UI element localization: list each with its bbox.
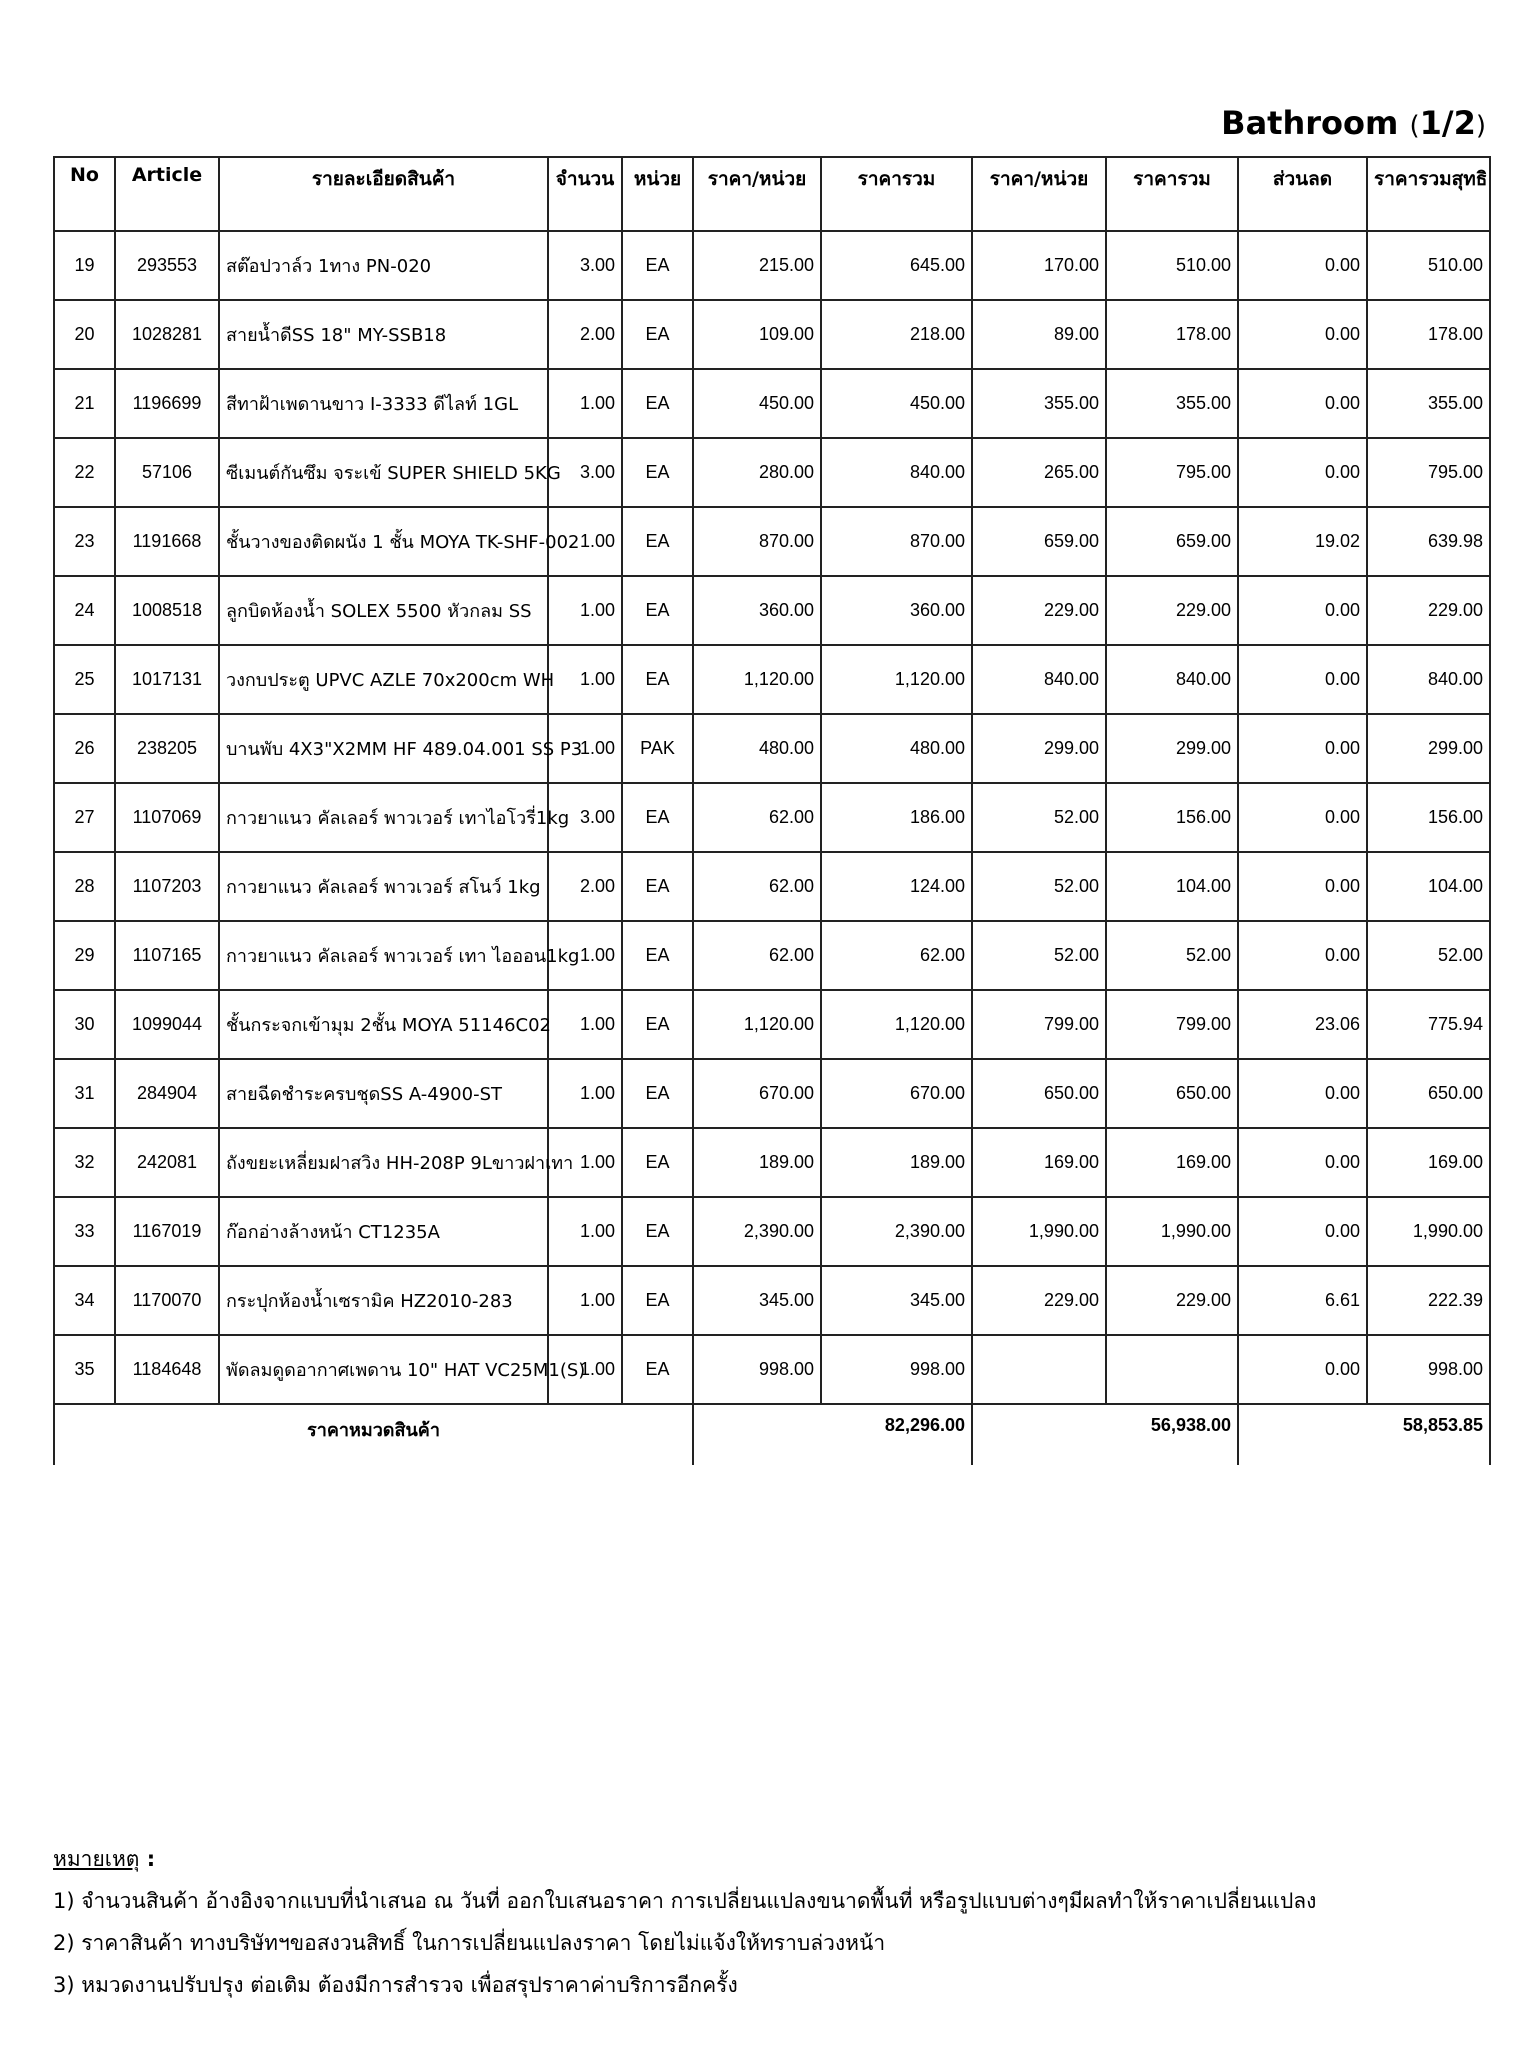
cell-quantity: 1.00 xyxy=(548,1059,622,1128)
cell-total-2: 156.00 xyxy=(1106,783,1238,852)
cell-net-total: 299.00 xyxy=(1367,714,1490,783)
header-no: No xyxy=(54,157,115,231)
cell-unit-price: 62.00 xyxy=(693,783,821,852)
cell-quantity: 1.00 xyxy=(548,1335,622,1404)
cell-unit: EA xyxy=(622,1266,693,1335)
cell-total-2 xyxy=(1106,1335,1238,1404)
cell-discount: 0.00 xyxy=(1238,714,1367,783)
cell-total-2: 840.00 xyxy=(1106,645,1238,714)
cell-unit-price-2: 52.00 xyxy=(972,921,1106,990)
cell-total: 124.00 xyxy=(821,852,972,921)
title-open-paren: ( xyxy=(1409,111,1420,141)
cell-no: 28 xyxy=(54,852,115,921)
cell-net-total: 222.39 xyxy=(1367,1266,1490,1335)
cell-description: กระปุกห้องน้ำเซรามิค HZ2010-283 xyxy=(219,1266,548,1335)
cell-article: 1107203 xyxy=(115,852,219,921)
cell-unit-price: 670.00 xyxy=(693,1059,821,1128)
cell-unit: EA xyxy=(622,921,693,990)
table-row xyxy=(54,1197,1490,1266)
cell-net-total: 104.00 xyxy=(1367,852,1490,921)
cell-unit: EA xyxy=(622,990,693,1059)
table-row xyxy=(54,714,1490,783)
title-close-paren: ) xyxy=(1475,111,1486,141)
cell-unit-price: 215.00 xyxy=(693,231,821,300)
cell-total: 1,120.00 xyxy=(821,645,972,714)
cell-unit-price-2: 659.00 xyxy=(972,507,1106,576)
cell-discount: 19.02 xyxy=(1238,507,1367,576)
header-net-total: ราคารวมสุทธิ xyxy=(1367,157,1490,231)
cell-total-2: 229.00 xyxy=(1106,576,1238,645)
cell-total: 62.00 xyxy=(821,921,972,990)
cell-article: 57106 xyxy=(115,438,219,507)
cell-discount: 0.00 xyxy=(1238,438,1367,507)
cell-quantity: 3.00 xyxy=(548,783,622,852)
cell-unit-price: 870.00 xyxy=(693,507,821,576)
table-row xyxy=(54,1266,1490,1335)
table-row xyxy=(54,921,1490,990)
table-row xyxy=(54,645,1490,714)
cell-discount: 0.00 xyxy=(1238,369,1367,438)
cell-total-2: 659.00 xyxy=(1106,507,1238,576)
total-label: ราคาหมวดสินค้า xyxy=(54,1404,693,1465)
cell-unit-price-2: 299.00 xyxy=(972,714,1106,783)
total-net: 58,853.85 xyxy=(1238,1404,1490,1465)
cell-no: 20 xyxy=(54,300,115,369)
quotation-table xyxy=(53,156,1491,1465)
cell-unit-price: 450.00 xyxy=(693,369,821,438)
header-discount: ส่วนลด xyxy=(1238,157,1367,231)
table-row xyxy=(54,990,1490,1059)
cell-no: 25 xyxy=(54,645,115,714)
cell-no: 34 xyxy=(54,1266,115,1335)
cell-article: 238205 xyxy=(115,714,219,783)
table-header-row xyxy=(54,157,1490,231)
cell-description: สายน้ำดีSS 18" MY-SSB18 xyxy=(219,300,548,369)
cell-no: 29 xyxy=(54,921,115,990)
cell-net-total: 639.98 xyxy=(1367,507,1490,576)
cell-quantity: 1.00 xyxy=(548,576,622,645)
cell-total-2: 104.00 xyxy=(1106,852,1238,921)
table-row xyxy=(54,507,1490,576)
cell-total-2: 1,990.00 xyxy=(1106,1197,1238,1266)
cell-article: 1167019 xyxy=(115,1197,219,1266)
cell-total: 840.00 xyxy=(821,438,972,507)
header-total-2: ราคารวม xyxy=(1106,157,1238,231)
cell-discount: 0.00 xyxy=(1238,1059,1367,1128)
cell-no: 24 xyxy=(54,576,115,645)
cell-total-2: 178.00 xyxy=(1106,300,1238,369)
table-row xyxy=(54,852,1490,921)
cell-article: 1017131 xyxy=(115,645,219,714)
cell-net-total: 998.00 xyxy=(1367,1335,1490,1404)
cell-total: 345.00 xyxy=(821,1266,972,1335)
cell-net-total: 1,990.00 xyxy=(1367,1197,1490,1266)
cell-total: 670.00 xyxy=(821,1059,972,1128)
table-row xyxy=(54,1128,1490,1197)
cell-total: 360.00 xyxy=(821,576,972,645)
page-title xyxy=(1221,104,1486,142)
cell-description: พัดลมดูดอากาศเพดาน 10" HAT VC25M1(S) xyxy=(219,1335,548,1404)
total-price-2: 56,938.00 xyxy=(972,1404,1238,1465)
cell-unit-price: 1,120.00 xyxy=(693,645,821,714)
cell-description: กาวยาแนว คัลเลอร์ พาวเวอร์ สโนว์ 1kg xyxy=(219,852,548,921)
cell-article: 242081 xyxy=(115,1128,219,1197)
cell-article: 1099044 xyxy=(115,990,219,1059)
cell-discount: 0.00 xyxy=(1238,1128,1367,1197)
cell-unit: EA xyxy=(622,507,693,576)
cell-discount: 0.00 xyxy=(1238,783,1367,852)
cell-quantity: 1.00 xyxy=(548,990,622,1059)
cell-quantity: 1.00 xyxy=(548,1197,622,1266)
table-row xyxy=(54,1059,1490,1128)
table-row xyxy=(54,438,1490,507)
cell-no: 23 xyxy=(54,507,115,576)
header-unit-price: ราคา/หน่วย xyxy=(693,157,821,231)
cell-total-2: 355.00 xyxy=(1106,369,1238,438)
cell-quantity: 1.00 xyxy=(548,714,622,783)
cell-unit-price: 2,390.00 xyxy=(693,1197,821,1266)
cell-total: 998.00 xyxy=(821,1335,972,1404)
cell-total: 645.00 xyxy=(821,231,972,300)
cell-description: สต๊อปวาล์ว 1ทาง PN-020 xyxy=(219,231,548,300)
notes-title: หมายเหตุ xyxy=(53,1847,140,1871)
cell-description: ซีเมนต์กันซึม จระเข้ SUPER SHIELD 5KG xyxy=(219,438,548,507)
cell-unit: EA xyxy=(622,1335,693,1404)
cell-discount: 0.00 xyxy=(1238,231,1367,300)
cell-no: 33 xyxy=(54,1197,115,1266)
cell-total-2: 795.00 xyxy=(1106,438,1238,507)
note-item: 3) หมวดงานปรับปรุง ต่อเติม ต้องมีการสำรวจ เพื่อสรุปราคาค่าบริการอีกครั้ง xyxy=(53,1973,738,1997)
total-row xyxy=(54,1404,1490,1465)
cell-no: 19 xyxy=(54,231,115,300)
cell-unit: PAK xyxy=(622,714,693,783)
cell-unit-price-2: 229.00 xyxy=(972,576,1106,645)
cell-no: 35 xyxy=(54,1335,115,1404)
cell-total: 2,390.00 xyxy=(821,1197,972,1266)
cell-discount: 23.06 xyxy=(1238,990,1367,1059)
table-body xyxy=(54,231,1490,1404)
cell-unit: EA xyxy=(622,1197,693,1266)
cell-unit-price: 480.00 xyxy=(693,714,821,783)
cell-unit-price-2: 355.00 xyxy=(972,369,1106,438)
cell-no: 21 xyxy=(54,369,115,438)
cell-no: 26 xyxy=(54,714,115,783)
cell-quantity: 1.00 xyxy=(548,645,622,714)
cell-net-total: 169.00 xyxy=(1367,1128,1490,1197)
cell-total: 450.00 xyxy=(821,369,972,438)
header-article: Article xyxy=(115,157,219,231)
cell-total-2: 650.00 xyxy=(1106,1059,1238,1128)
cell-unit-price-2: 169.00 xyxy=(972,1128,1106,1197)
cell-description: ชั้นวางของติดผนัง 1 ชั้น MOYA TK-SHF-002 xyxy=(219,507,548,576)
cell-unit-price: 1,120.00 xyxy=(693,990,821,1059)
table-row xyxy=(54,300,1490,369)
header-description: รายละเอียดสินค้า xyxy=(219,157,548,231)
cell-description: วงกบประตู UPVC AZLE 70x200cm WH xyxy=(219,645,548,714)
cell-total-2: 299.00 xyxy=(1106,714,1238,783)
cell-description: บานพับ 4X3"X2MM HF 489.04.001 SS P3 xyxy=(219,714,548,783)
cell-unit-price: 109.00 xyxy=(693,300,821,369)
cell-discount: 0.00 xyxy=(1238,1197,1367,1266)
cell-unit-price-2: 52.00 xyxy=(972,783,1106,852)
cell-article: 1008518 xyxy=(115,576,219,645)
cell-description: ชั้นกระจกเข้ามุม 2ชั้น MOYA 51146C02 xyxy=(219,990,548,1059)
cell-discount: 0.00 xyxy=(1238,921,1367,990)
cell-unit: EA xyxy=(622,645,693,714)
cell-unit: EA xyxy=(622,231,693,300)
cell-unit-price-2 xyxy=(972,1335,1106,1404)
cell-article: 1196699 xyxy=(115,369,219,438)
cell-discount: 0.00 xyxy=(1238,300,1367,369)
cell-net-total: 52.00 xyxy=(1367,921,1490,990)
cell-unit-price-2: 170.00 xyxy=(972,231,1106,300)
cell-article: 1184648 xyxy=(115,1335,219,1404)
cell-article: 284904 xyxy=(115,1059,219,1128)
cell-net-total: 775.94 xyxy=(1367,990,1490,1059)
table-row xyxy=(54,231,1490,300)
cell-description: กาวยาแนว คัลเลอร์ พาวเวอร์ เทาไอโวรี่1kg xyxy=(219,783,548,852)
table-row xyxy=(54,369,1490,438)
cell-unit-price-2: 89.00 xyxy=(972,300,1106,369)
cell-article: 293553 xyxy=(115,231,219,300)
cell-total-2: 799.00 xyxy=(1106,990,1238,1059)
cell-unit-price-2: 229.00 xyxy=(972,1266,1106,1335)
cell-unit: EA xyxy=(622,783,693,852)
cell-unit-price-2: 265.00 xyxy=(972,438,1106,507)
header-unit: หน่วย xyxy=(622,157,693,231)
cell-unit: EA xyxy=(622,1128,693,1197)
cell-no: 22 xyxy=(54,438,115,507)
cell-total-2: 229.00 xyxy=(1106,1266,1238,1335)
cell-discount: 0.00 xyxy=(1238,576,1367,645)
cell-net-total: 795.00 xyxy=(1367,438,1490,507)
cell-unit: EA xyxy=(622,300,693,369)
cell-description: กาวยาแนว คัลเลอร์ พาวเวอร์ เทา ไอออน1kg xyxy=(219,921,548,990)
cell-description: สีทาฝ้าเพดานขาว I-3333 ดีไลท์ 1GL xyxy=(219,369,548,438)
cell-no: 32 xyxy=(54,1128,115,1197)
cell-net-total: 178.00 xyxy=(1367,300,1490,369)
cell-unit-price: 62.00 xyxy=(693,852,821,921)
cell-total-2: 52.00 xyxy=(1106,921,1238,990)
cell-total: 189.00 xyxy=(821,1128,972,1197)
cell-article: 1107069 xyxy=(115,783,219,852)
cell-net-total: 229.00 xyxy=(1367,576,1490,645)
cell-quantity: 2.00 xyxy=(548,300,622,369)
cell-quantity: 3.00 xyxy=(548,231,622,300)
cell-unit-price: 189.00 xyxy=(693,1128,821,1197)
cell-article: 1107165 xyxy=(115,921,219,990)
cell-total-2: 510.00 xyxy=(1106,231,1238,300)
cell-quantity: 1.00 xyxy=(548,921,622,990)
cell-total-2: 169.00 xyxy=(1106,1128,1238,1197)
cell-net-total: 510.00 xyxy=(1367,231,1490,300)
header-total: ราคารวม xyxy=(821,157,972,231)
cell-net-total: 355.00 xyxy=(1367,369,1490,438)
cell-unit-price: 345.00 xyxy=(693,1266,821,1335)
cell-net-total: 156.00 xyxy=(1367,783,1490,852)
cell-description: ก๊อกอ่างล้างหน้า CT1235A xyxy=(219,1197,548,1266)
header-quantity: จำนวน xyxy=(548,157,622,231)
cell-unit: EA xyxy=(622,852,693,921)
cell-quantity: 3.00 xyxy=(548,438,622,507)
note-item: 1) จำนวนสินค้า อ้างอิงจากแบบที่นำเสนอ ณ วันที่ ออกใบเสนอราคา การเปลี่ยนแปลงขนาดพื้นที่ หรือรูปแบบต่างๆมีผลทำให้ราคาเปลี่ยนแปลง xyxy=(53,1889,1317,1913)
cell-unit: EA xyxy=(622,1059,693,1128)
cell-quantity: 1.00 xyxy=(548,507,622,576)
cell-no: 27 xyxy=(54,783,115,852)
cell-total: 1,120.00 xyxy=(821,990,972,1059)
title-text: Bathroom xyxy=(1221,104,1399,142)
cell-unit: EA xyxy=(622,369,693,438)
cell-total: 218.00 xyxy=(821,300,972,369)
cell-unit-price-2: 840.00 xyxy=(972,645,1106,714)
table-row xyxy=(54,1335,1490,1404)
cell-unit: EA xyxy=(622,438,693,507)
notes-heading xyxy=(53,1838,1316,1880)
cell-total: 480.00 xyxy=(821,714,972,783)
header-unit-price-2: ราคา/หน่วย xyxy=(972,157,1106,231)
cell-discount: 0.00 xyxy=(1238,1335,1367,1404)
table-row xyxy=(54,576,1490,645)
cell-no: 30 xyxy=(54,990,115,1059)
cell-description: สายฉีดชำระครบชุดSS A-4900-ST xyxy=(219,1059,548,1128)
cell-quantity: 1.00 xyxy=(548,1128,622,1197)
notes-section xyxy=(53,1838,1316,2006)
cell-unit-price: 62.00 xyxy=(693,921,821,990)
cell-unit: EA xyxy=(622,576,693,645)
cell-article: 1028281 xyxy=(115,300,219,369)
cell-total: 870.00 xyxy=(821,507,972,576)
total-price-1: 82,296.00 xyxy=(693,1404,972,1465)
note-item: 2) ราคาสินค้า ทางบริษัทฯขอสงวนสิทธิ์ ในการเปลี่ยนแปลงราคา โดยไม่แจ้งให้ทราบล่วงหน้า xyxy=(53,1931,886,1955)
cell-unit-price: 998.00 xyxy=(693,1335,821,1404)
cell-article: 1170070 xyxy=(115,1266,219,1335)
cell-discount: 0.00 xyxy=(1238,852,1367,921)
cell-description: ถังขยะเหลี่ยมฝาสวิง HH-208P 9Lขาวฝาเทา xyxy=(219,1128,548,1197)
cell-description: ลูกบิดห้องน้ำ SOLEX 5500 หัวกลม SS xyxy=(219,576,548,645)
cell-no: 31 xyxy=(54,1059,115,1128)
table-row xyxy=(54,783,1490,852)
cell-unit-price-2: 1,990.00 xyxy=(972,1197,1106,1266)
cell-unit-price-2: 52.00 xyxy=(972,852,1106,921)
cell-unit-price-2: 650.00 xyxy=(972,1059,1106,1128)
title-page-number: 1/2 xyxy=(1419,104,1476,142)
cell-quantity: 2.00 xyxy=(548,852,622,921)
cell-discount: 0.00 xyxy=(1238,645,1367,714)
cell-unit-price: 360.00 xyxy=(693,576,821,645)
cell-net-total: 840.00 xyxy=(1367,645,1490,714)
cell-unit-price-2: 799.00 xyxy=(972,990,1106,1059)
notes-colon: : xyxy=(139,1847,156,1871)
cell-quantity: 1.00 xyxy=(548,369,622,438)
cell-article: 1191668 xyxy=(115,507,219,576)
cell-net-total: 650.00 xyxy=(1367,1059,1490,1128)
cell-total: 186.00 xyxy=(821,783,972,852)
cell-unit-price: 280.00 xyxy=(693,438,821,507)
cell-discount: 6.61 xyxy=(1238,1266,1367,1335)
cell-quantity: 1.00 xyxy=(548,1266,622,1335)
